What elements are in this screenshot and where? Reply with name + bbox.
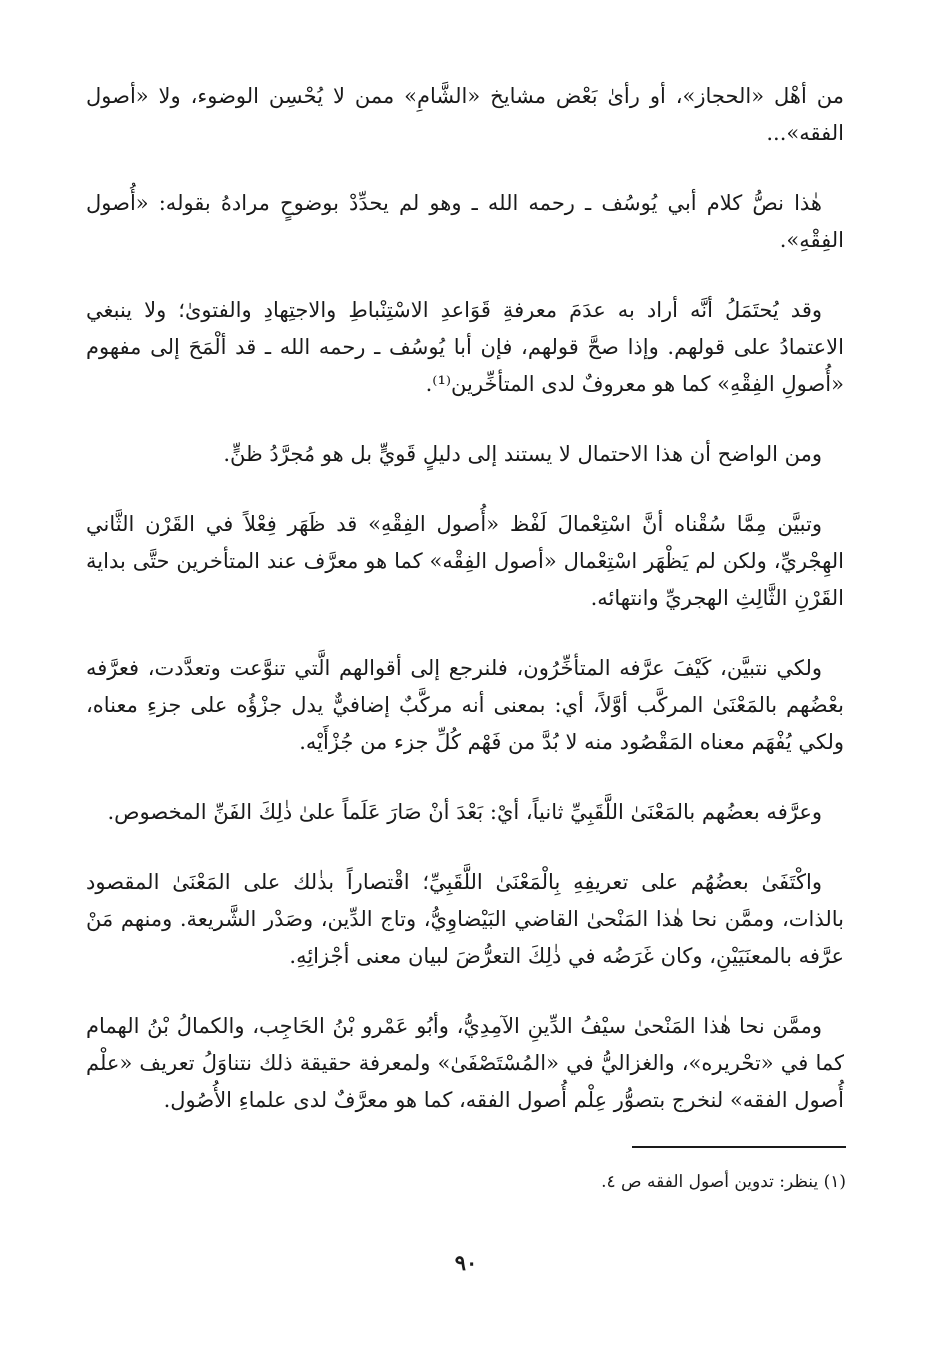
paragraph: وقد يُحتَمَلُ أنَّه أراد به عدَمَ معرفةِ قَوَاعدِ الاسْتِنْباطِ والاجتِهادِ والفتوىٰ؛ ولا ينبغي الاعتمادُ على قولهم. وإذا صحَّ قولهم، فإن أبا يُوسُف ـ رحمه الله ـ قد ألْمَحَ إلى مفهوم «أُصولِ الفِقْهِ» كما هو معروفٌ لدى المتأخِّرين⁽¹⁾. (86, 298, 844, 396)
paragraph: ولكي نتبيَّن، كَيْفَ عرَّفه المتأخِّرُون، فلنرجع إلى أقوالهم الَّتي تنوَّعت وتعدَّدت، فعرَّفه بعْضُهم بالمَعْنَىٰ المركَّب أوَّلاً، أي: بمعنى أنه مركَّبٌ إضافيٌّ يدل جزْؤُه على جزءِ معناه، ولكي يُفْهَم معناه المَقْصُود منه لا بُدَّ من فَهْم كُلِّ جزء من جُزْأَيْه. (86, 656, 844, 754)
paragraph: وممَّن نحا هٰذا المَنْحىٰ سيْفُ الدِّينِ الآمِدِيُّ، وأبُو عَمْرو بْنُ الحَاجِب، والكمالُ بْنُ الهمام كما في «تحْريره»، والغزاليُّ في «المُسْتَصْفَىٰ» ولمعرفة حقيقة ذلك نتناوَلُ تعريف «علْم أُصول الفقه» لنخرج بتصوُّر عِلْم أُصول الفقه، كما هو معرَّفٌ لدى علماءِ الأُصُول. (86, 1014, 844, 1112)
paragraph: ومن الواضح أن هذا الاحتمال لا يستند إلى دليلٍ قَويٍّ بل هو مُجرَّدُ ظنٍّ. (223, 442, 822, 466)
footnote-divider (632, 1146, 846, 1148)
paragraph: وعرَّفه بعضُهم بالمَعْنَىٰ اللَّقَبِيِّ ثانياً، أيْ: بَعْدَ أنْ صَارَ عَلَماً علىٰ ذٰلِكَ الفَنِّ المخصوص. (107, 800, 822, 824)
paragraph: من أهْل «الحجاز»، أو رأىٰ بَعْض مشايخ «الشَّامِ» ممن لا يُحْسِن الوضوء، ولا «أصول الفقه»... (86, 84, 844, 145)
paragraph: هٰذا نصُّ كلام أبي يُوسُف ـ رحمه الله ـ وهو لم يحدِّدْ بوضوحٍ مرادهُ بقوله: «أُصول الفِقْهِ». (86, 191, 844, 252)
paragraph: واكْتَفَىٰ بعضُهُم على تعريفِهِ بِالْمَعْنَىٰ اللَّقَبِيِّ؛ اقْتصاراً بذٰلك على المَعْنَىٰ المقصود بالذات، وممَّن نحا هٰذا المَنْحىٰ القاضي البَيْضاوِيُّ، وتاج الدِّين، وصَدْر الشَّريعة. ومنهم مَنْ عرَّفه بالمعنَيَيْنِ، وكان غَرَضُه في ذٰلِكَ التعرُّضَ لبيان معنى أجْزائِهِ. (86, 870, 844, 968)
paragraph: وتبيَّن مِمَّا سُقْناه أنَّ اسْتِعْمالَ لَفْظ «أُصول الفِقْهِ» قد ظَهَر فِعْلاً في القَرْن الثَّاني الهِجْريِّ، ولكن لم يَظْهَر اسْتِعْمال «أصول الفِقْه» كما هو معرَّف عند المتأخرين حتَّى بداية القَرْنِ الثَّالِثِ الهجريِّ وانتهائه. (86, 512, 844, 610)
page-number: ٩٠ (454, 1250, 478, 1275)
page-body (86, 78, 844, 1152)
footnote: (١) ينظر: تدوين أصول الفقه ص ٤. (601, 1172, 846, 1192)
